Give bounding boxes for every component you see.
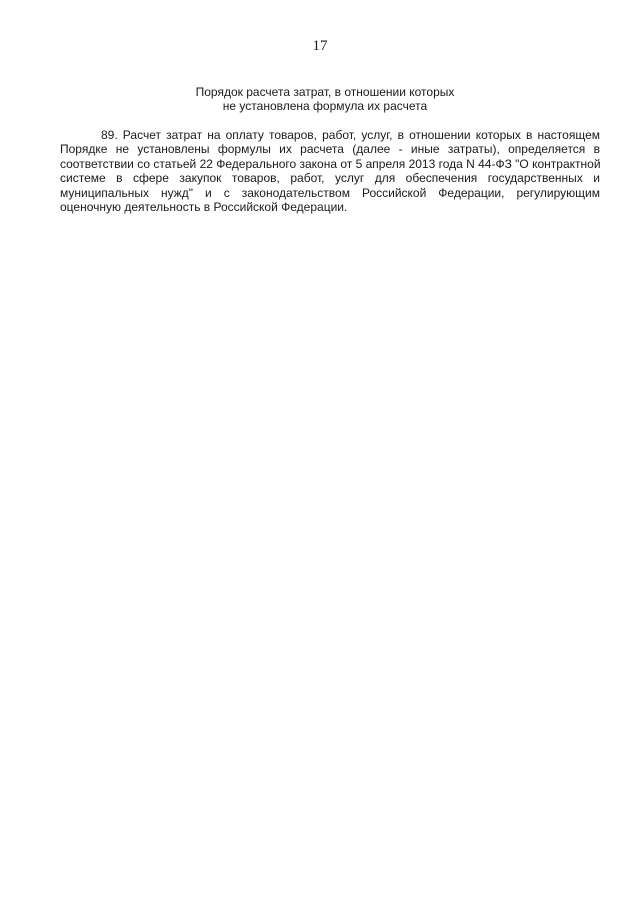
paragraph-line-4: системе в сфере закупок товаров, работ, услуг для обеспечения государственных и: [60, 171, 600, 186]
page-number: 17: [312, 38, 328, 54]
section-title-line-1: Порядок расчета затрат, в отношении которых: [195, 85, 455, 99]
paragraph-line-5: муниципальных нужд" и с законодательством Российской Федерации, регулирующим: [60, 185, 600, 200]
paragraph-89: [60, 128, 600, 214]
paragraph-line-1: 89. Расчет затрат на оплату товаров, работ, услуг, в отношении которых в настоящем: [101, 128, 600, 142]
paragraph-line-2: Порядке не установлены формулы их расчета (далее - иные затраты), определяется в: [60, 142, 600, 157]
paragraph-line-3: соответствии со статьей 22 Федерального закона от 5 апреля 2013 года N 44-ФЗ "О контрактной: [60, 156, 601, 171]
paragraph-line-6: оценочную деятельность в Российской Федерации.: [60, 200, 348, 215]
section-title-line-2: не установлена формула их расчета: [222, 99, 428, 113]
section-title: [60, 85, 590, 113]
